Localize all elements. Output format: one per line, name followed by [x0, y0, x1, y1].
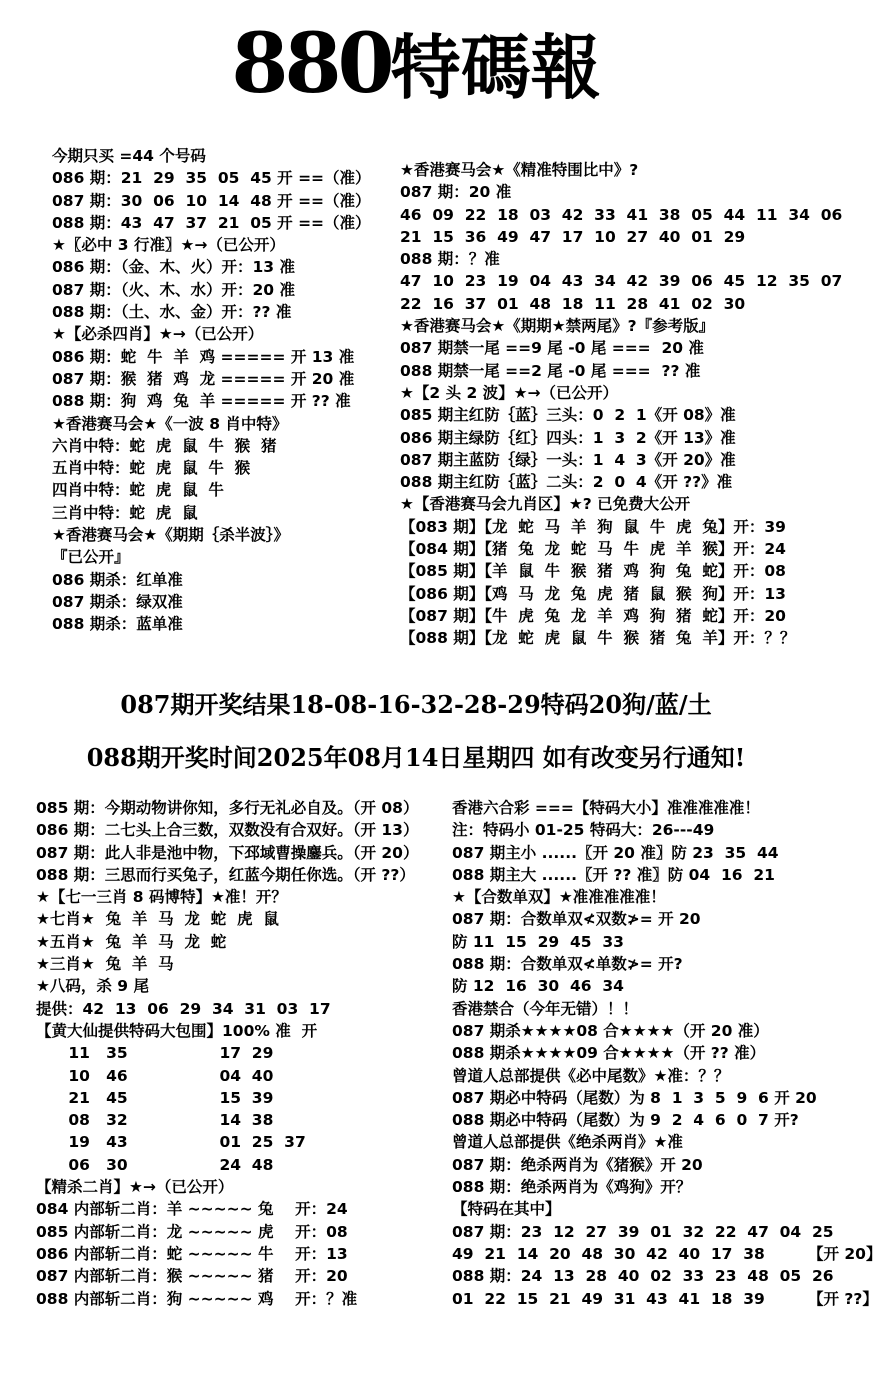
right-top-line: 088 期主红防｛蓝｝二头：2 0 4《开 ??》准: [400, 473, 733, 492]
left-top-line: 088 期：43 47 37 21 05 开 ==（准）: [52, 213, 371, 232]
left-bottom-line: 【黄大仙提供特码大包围】100% 准 开: [36, 1021, 318, 1040]
left-top-line: ★〖必中 3 行准〗★→（已公开）: [52, 236, 285, 255]
right-top-line: 【085 期】【羊 鼠 牛 猴 猪 鸡 狗 兔 蛇】开：08: [400, 562, 786, 581]
left-bottom-line: ★八码，杀 9 尾: [36, 977, 149, 996]
right-bottom-line: 087 期：合数单双≮双数≯= 开 20: [452, 910, 701, 929]
left-top-line: 088 期杀：蓝单准: [52, 615, 183, 634]
left-top-line: 今期只买 =44 个号码: [52, 147, 206, 165]
right-top-line: 46 09 22 18 03 42 33 41 38 05 44 11 34 06: [400, 205, 843, 224]
right-bottom-line: 088 期主大 ......〖开 ?? 准〗防 04 16 21: [452, 865, 775, 884]
title-text: 特碼報: [390, 26, 601, 109]
left-bottom-line: ★七肖★ 兔 羊 马 龙 蛇 虎 鼠: [36, 910, 279, 929]
right-bottom-line: 香港禁合（今年无错）！！: [452, 999, 639, 1018]
page-title: [0, 12, 832, 113]
left-bottom-line: 088 内部斩二肖：狗 ~~~~~ 鸡 开：？准: [36, 1289, 358, 1308]
left-top-line: ★香港赛马会★《一波 8 肖中特》: [52, 414, 288, 433]
left-bottom-line: 10 46 04 40: [36, 1066, 274, 1085]
right-top-line: ★香港赛马会★《精准特围比中》?: [400, 161, 639, 179]
right-top-line: 085 期主红防｛蓝｝三头：0 2 1《开 08》准: [400, 406, 736, 425]
right-bottom-line: 曾道人总部提供《绝杀两肖》★准: [452, 1133, 683, 1152]
right-top-line: 【086 期】【鸡 马 龙 兔 虎 猪 鼠 猴 狗】开：13: [400, 584, 786, 603]
right-bottom-line: 防 12 16 30 46 34: [452, 977, 624, 996]
left-top-line: 三肖中特：蛇 虎 鼠: [52, 503, 198, 522]
right-bottom-line: 香港六合彩 ===【特码大小】准准准准准！: [452, 799, 760, 817]
right-bottom-line: 【特码在其中】: [452, 1200, 561, 1219]
right-bottom-line: 087 期：绝杀两肖为《猪猴》开 20: [452, 1155, 703, 1174]
right-top-line: 087 期主蓝防｛绿｝一头：1 4 3《开 20》准: [400, 450, 736, 469]
left-top-line: ★香港赛马会★《期期｛杀半波｝》: [52, 526, 290, 545]
right-bottom-line: 防 11 15 29 45 33: [452, 932, 624, 951]
left-top-line: 086 期：21 29 35 05 45 开 ==（准）: [52, 169, 371, 188]
left-bottom-line: 11 35 17 29: [36, 1044, 274, 1063]
right-bottom-line: 088 期：绝杀两肖为《鸡狗》开？: [452, 1178, 692, 1197]
left-bottom-line: 086 内部斩二肖：蛇 ~~~~~ 牛 开：13: [36, 1244, 348, 1263]
left-top-line: 088 期：（土、水、金）开：?? 准: [52, 303, 292, 322]
right-top-line: 088 期禁一尾 ==2 尾 -0 尾 === ?? 准: [400, 361, 701, 380]
left-top-line: 四肖中特：蛇 虎 鼠 牛: [52, 481, 224, 500]
right-top-line: 21 15 36 49 47 17 10 27 40 01 29: [400, 227, 746, 246]
left-bottom-line: 087 期：此人非是池中物，下邳域曹操鏖兵。（开 20）: [36, 843, 419, 862]
right-top-line: 086 期主绿防｛红｝四头：1 3 2《开 13》准: [400, 428, 736, 447]
right-top-line: 087 期禁一尾 ==9 尾 -0 尾 === 20 准: [400, 339, 704, 358]
right-top-line: ★【香港赛马会九肖区】★? 已免费大公开: [400, 495, 691, 514]
right-bottom-line: 088 期必中特码（尾数）为 9 2 4 6 0 7 开?: [452, 1111, 799, 1130]
right-bottom-line: 087 期：23 12 27 39 01 32 22 47 04 25: [452, 1222, 834, 1241]
left-bottom-line: 06 30 24 48: [36, 1155, 274, 1174]
left-bottom-line: 086 期：二七头上合三数，双数没有合双好。（开 13）: [36, 821, 419, 840]
left-bottom-line: 085 期：今期动物讲你知，多行无礼必自及。（开 08）: [36, 799, 419, 817]
left-bottom-line: 08 32 14 38: [36, 1111, 274, 1130]
left-top-line: 五肖中特：蛇 虎 鼠 牛 猴: [52, 459, 251, 478]
left-top-line: 087 期：猴 猪 鸡 龙 ===== 开 20 准: [52, 369, 355, 388]
title-number: 880: [231, 16, 391, 112]
left-bottom-line: ★三肖★ 兔 羊 马: [36, 955, 174, 974]
left-top-line: ★【必杀四肖】★→（已公开）: [52, 325, 264, 344]
right-bottom-line: 088 期杀★★★★09 合★★★★（开 ?? 准）: [452, 1044, 766, 1063]
right-bottom-line: 曾道人总部提供《必中尾数》★准：？？: [452, 1066, 730, 1085]
right-top-line: 22 16 37 01 48 18 11 28 41 02 30: [400, 294, 746, 313]
left-top-line: 六肖中特：蛇 虎 鼠 牛 猴 猪: [52, 436, 277, 455]
right-bottom-column: [452, 797, 881, 1310]
right-top-line: 【083 期】【龙 蛇 马 羊 狗 鼠 牛 虎 兔】开：39: [400, 517, 786, 536]
left-top-line: 087 期杀：绿双准: [52, 592, 183, 611]
right-top-line: 088 期：？准: [400, 250, 500, 269]
left-bottom-line: 084 内部斩二肖：羊 ~~~~~ 兔 开：24: [36, 1200, 348, 1219]
right-top-line: 087 期：20 准: [400, 183, 512, 202]
left-top-line: 『已公开』: [52, 548, 130, 567]
left-top-column: [52, 145, 397, 636]
right-bottom-line: 088 期：24 13 28 40 02 33 23 48 05 26: [452, 1267, 834, 1286]
right-bottom-line: ★【合数单双】★准准准准准！: [452, 888, 666, 907]
left-top-line: 086 期：（金、木、火）开：13 准: [52, 258, 295, 277]
right-bottom-line: 087 期主小 ......〖开 20 准〗防 23 35 44: [452, 843, 779, 862]
right-bottom-line: 087 期必中特码（尾数）为 8 1 3 5 9 6 开 20: [452, 1088, 817, 1107]
right-bottom-line: 注：特码小 01-25 特码大：26---49: [452, 821, 715, 840]
right-top-line: ★【2 头 2 波】★→（已公开）: [400, 383, 619, 402]
right-bottom-line: 087 期杀★★★★08 合★★★★（开 20 准）: [452, 1021, 769, 1040]
left-bottom-line: 087 内部斩二肖：猴 ~~~~~ 猪 开：20: [36, 1267, 348, 1286]
left-top-line: 087 期：30 06 10 14 48 开 ==（准）: [52, 191, 371, 210]
left-bottom-line: 088 期：三思而行买兔子，红蓝今期任你选。（开 ??）: [36, 865, 415, 884]
right-top-line: 47 10 23 19 04 43 34 42 39 06 45 12 35 07: [400, 272, 843, 291]
right-top-line: 【084 期】【猪 兔 龙 蛇 马 牛 虎 羊 猴】开：24: [400, 540, 786, 559]
left-bottom-line: 提供：42 13 06 29 34 31 03 17: [36, 999, 331, 1018]
left-bottom-line: 085 内部斩二肖：龙 ~~~~~ 虎 开：08: [36, 1222, 348, 1241]
right-top-line: ★香港赛马会★《期期★禁两尾》?『参考版』: [400, 317, 715, 336]
left-top-line: 086 期杀：红单准: [52, 570, 183, 589]
left-top-line: 088 期：狗 鸡 兔 羊 ===== 开 ?? 准: [52, 392, 351, 411]
right-bottom-line: 088 期：合数单双≮单数≯= 开?: [452, 955, 683, 974]
left-top-line: 087 期：（火、木、水）开：20 准: [52, 280, 295, 299]
schedule-banner: 088期开奖时间2025年08月14日星期四 如有改变另行通知!: [86, 743, 746, 772]
left-bottom-column: [36, 797, 456, 1310]
left-top-line: 086 期：蛇 牛 羊 鸡 ===== 开 13 准: [52, 347, 355, 366]
right-top-line: 【087 期】【牛 虎 兔 龙 羊 鸡 狗 猪 蛇】开：20: [400, 606, 786, 625]
right-top-line: 【088 期】【龙 蛇 虎 鼠 牛 猴 猪 兔 羊】开：？？: [400, 629, 796, 648]
right-top-column: [400, 159, 843, 650]
right-bottom-line: 49 21 14 20 48 30 42 40 17 38 【开 20】: [452, 1244, 881, 1263]
left-bottom-line: ★【七一三肖 8 码博特】★准！开？: [36, 888, 287, 907]
left-bottom-line: 【精杀二肖】★→（已公开）: [36, 1178, 234, 1197]
result-banner: 087期开奖结果18-08-16-32-28-29特码20狗/蓝/土: [120, 690, 712, 719]
left-bottom-line: ★五肖★ 兔 羊 马 龙 蛇: [36, 932, 227, 951]
left-bottom-line: 19 43 01 25 37: [36, 1133, 306, 1152]
right-bottom-line: 01 22 15 21 49 31 43 41 18 39 【开 ??】: [452, 1289, 878, 1308]
left-bottom-line: 21 45 15 39: [36, 1088, 274, 1107]
